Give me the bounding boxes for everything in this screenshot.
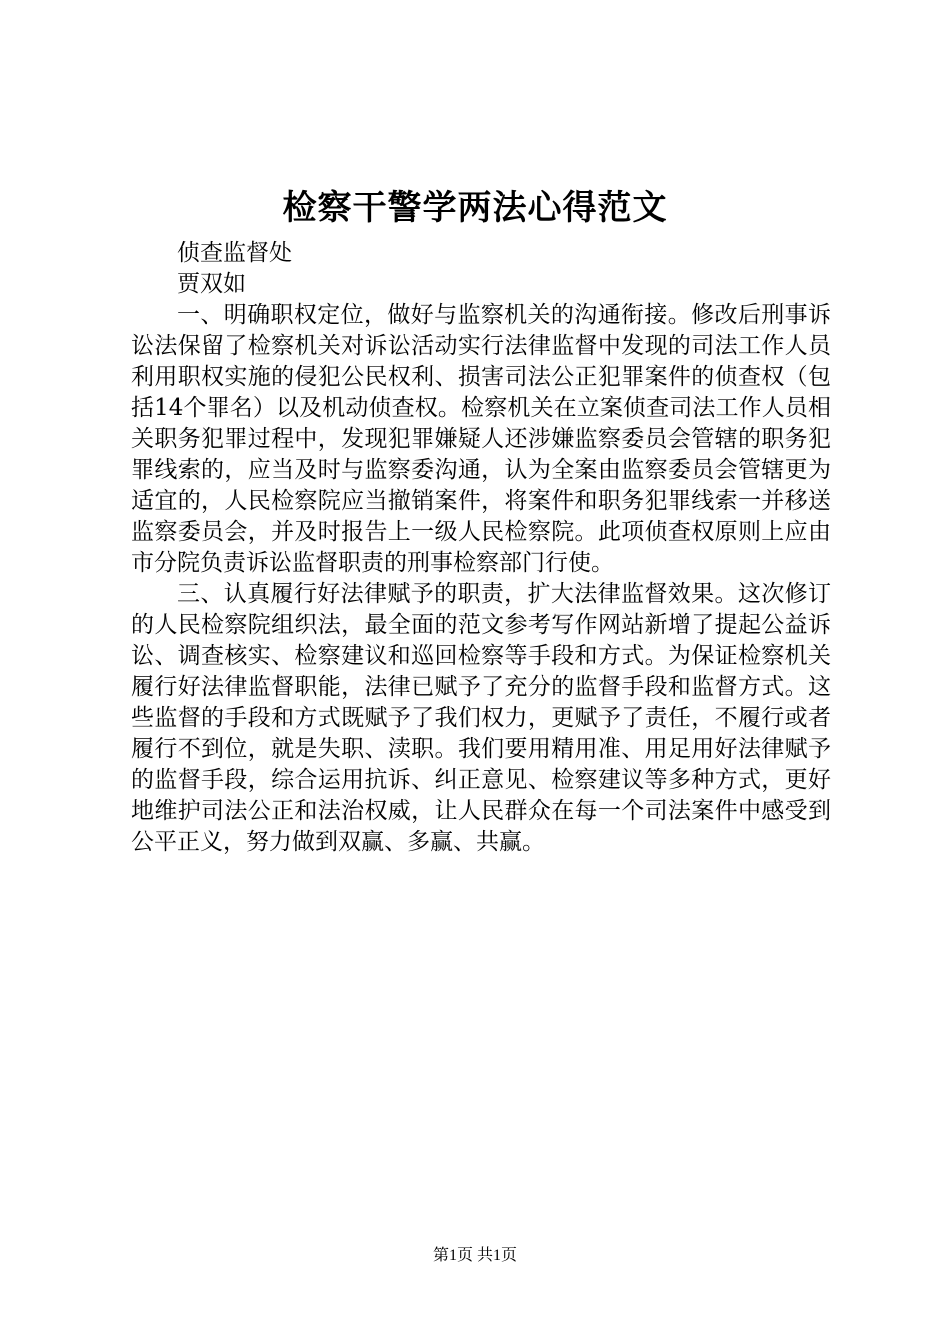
document-title: 检察干警学两法心得范文 — [282, 188, 668, 228]
department-line: 侦查监督处 — [177, 240, 292, 266]
paragraph-2: 三、认真履行好法律赋予的职责，扩大法律监督效果。这次修订的人民检察院组织法，最全面的范文参考写作网站新增了提起公益诉讼、调查核实、检察建议和巡回检察等手段和方式。为保证检察机关履行好法律监督职能，法律已赋予了充分的监督手段和监督方式。这些监督的手段和方式既赋予了我们权力，更赋予了责任，不履行或者履行不到位，就是失职、渎职。我们要用精用准、用足用好法律赋予的监督手段，综合运用抗诉、纠正意见、检察建议等多种方式，更好地维护司法公正和法治权威，让人民群众在每一个司法案件中感受到公平正义，努力做到双赢、多赢、共赢。 — [131, 581, 831, 855]
document-body — [131, 238, 831, 858]
page-footer: 第1页 共1页 — [432, 1247, 517, 1264]
author-line: 贾双如 — [177, 271, 246, 297]
paragraph-1: 一、明确职权定位，做好与监察机关的沟通衔接。修改后刑事诉讼法保留了检察机关对诉讼活动实行法律监督中发现的司法工作人员利用职权实施的侵犯公民权利、损害司法公正犯罪案件的侦查权（包括14个罪名）以及机动侦查权。检察机关在立案侦查司法工作人员相关职务犯罪过程中，发现犯罪嫌疑人还涉嫌监察委员会管辖的职务犯罪线索的，应当及时与监察委沟通，认为全案由监察委员会管辖更为适宜的，人民检察院应当撤销案件，将案件和职务犯罪线索一并移送监察委员会，并及时报告上一级人民检察院。此项侦查权原则上应由市分院负责诉讼监督职责的刑事检察部门行使。 — [131, 302, 831, 576]
